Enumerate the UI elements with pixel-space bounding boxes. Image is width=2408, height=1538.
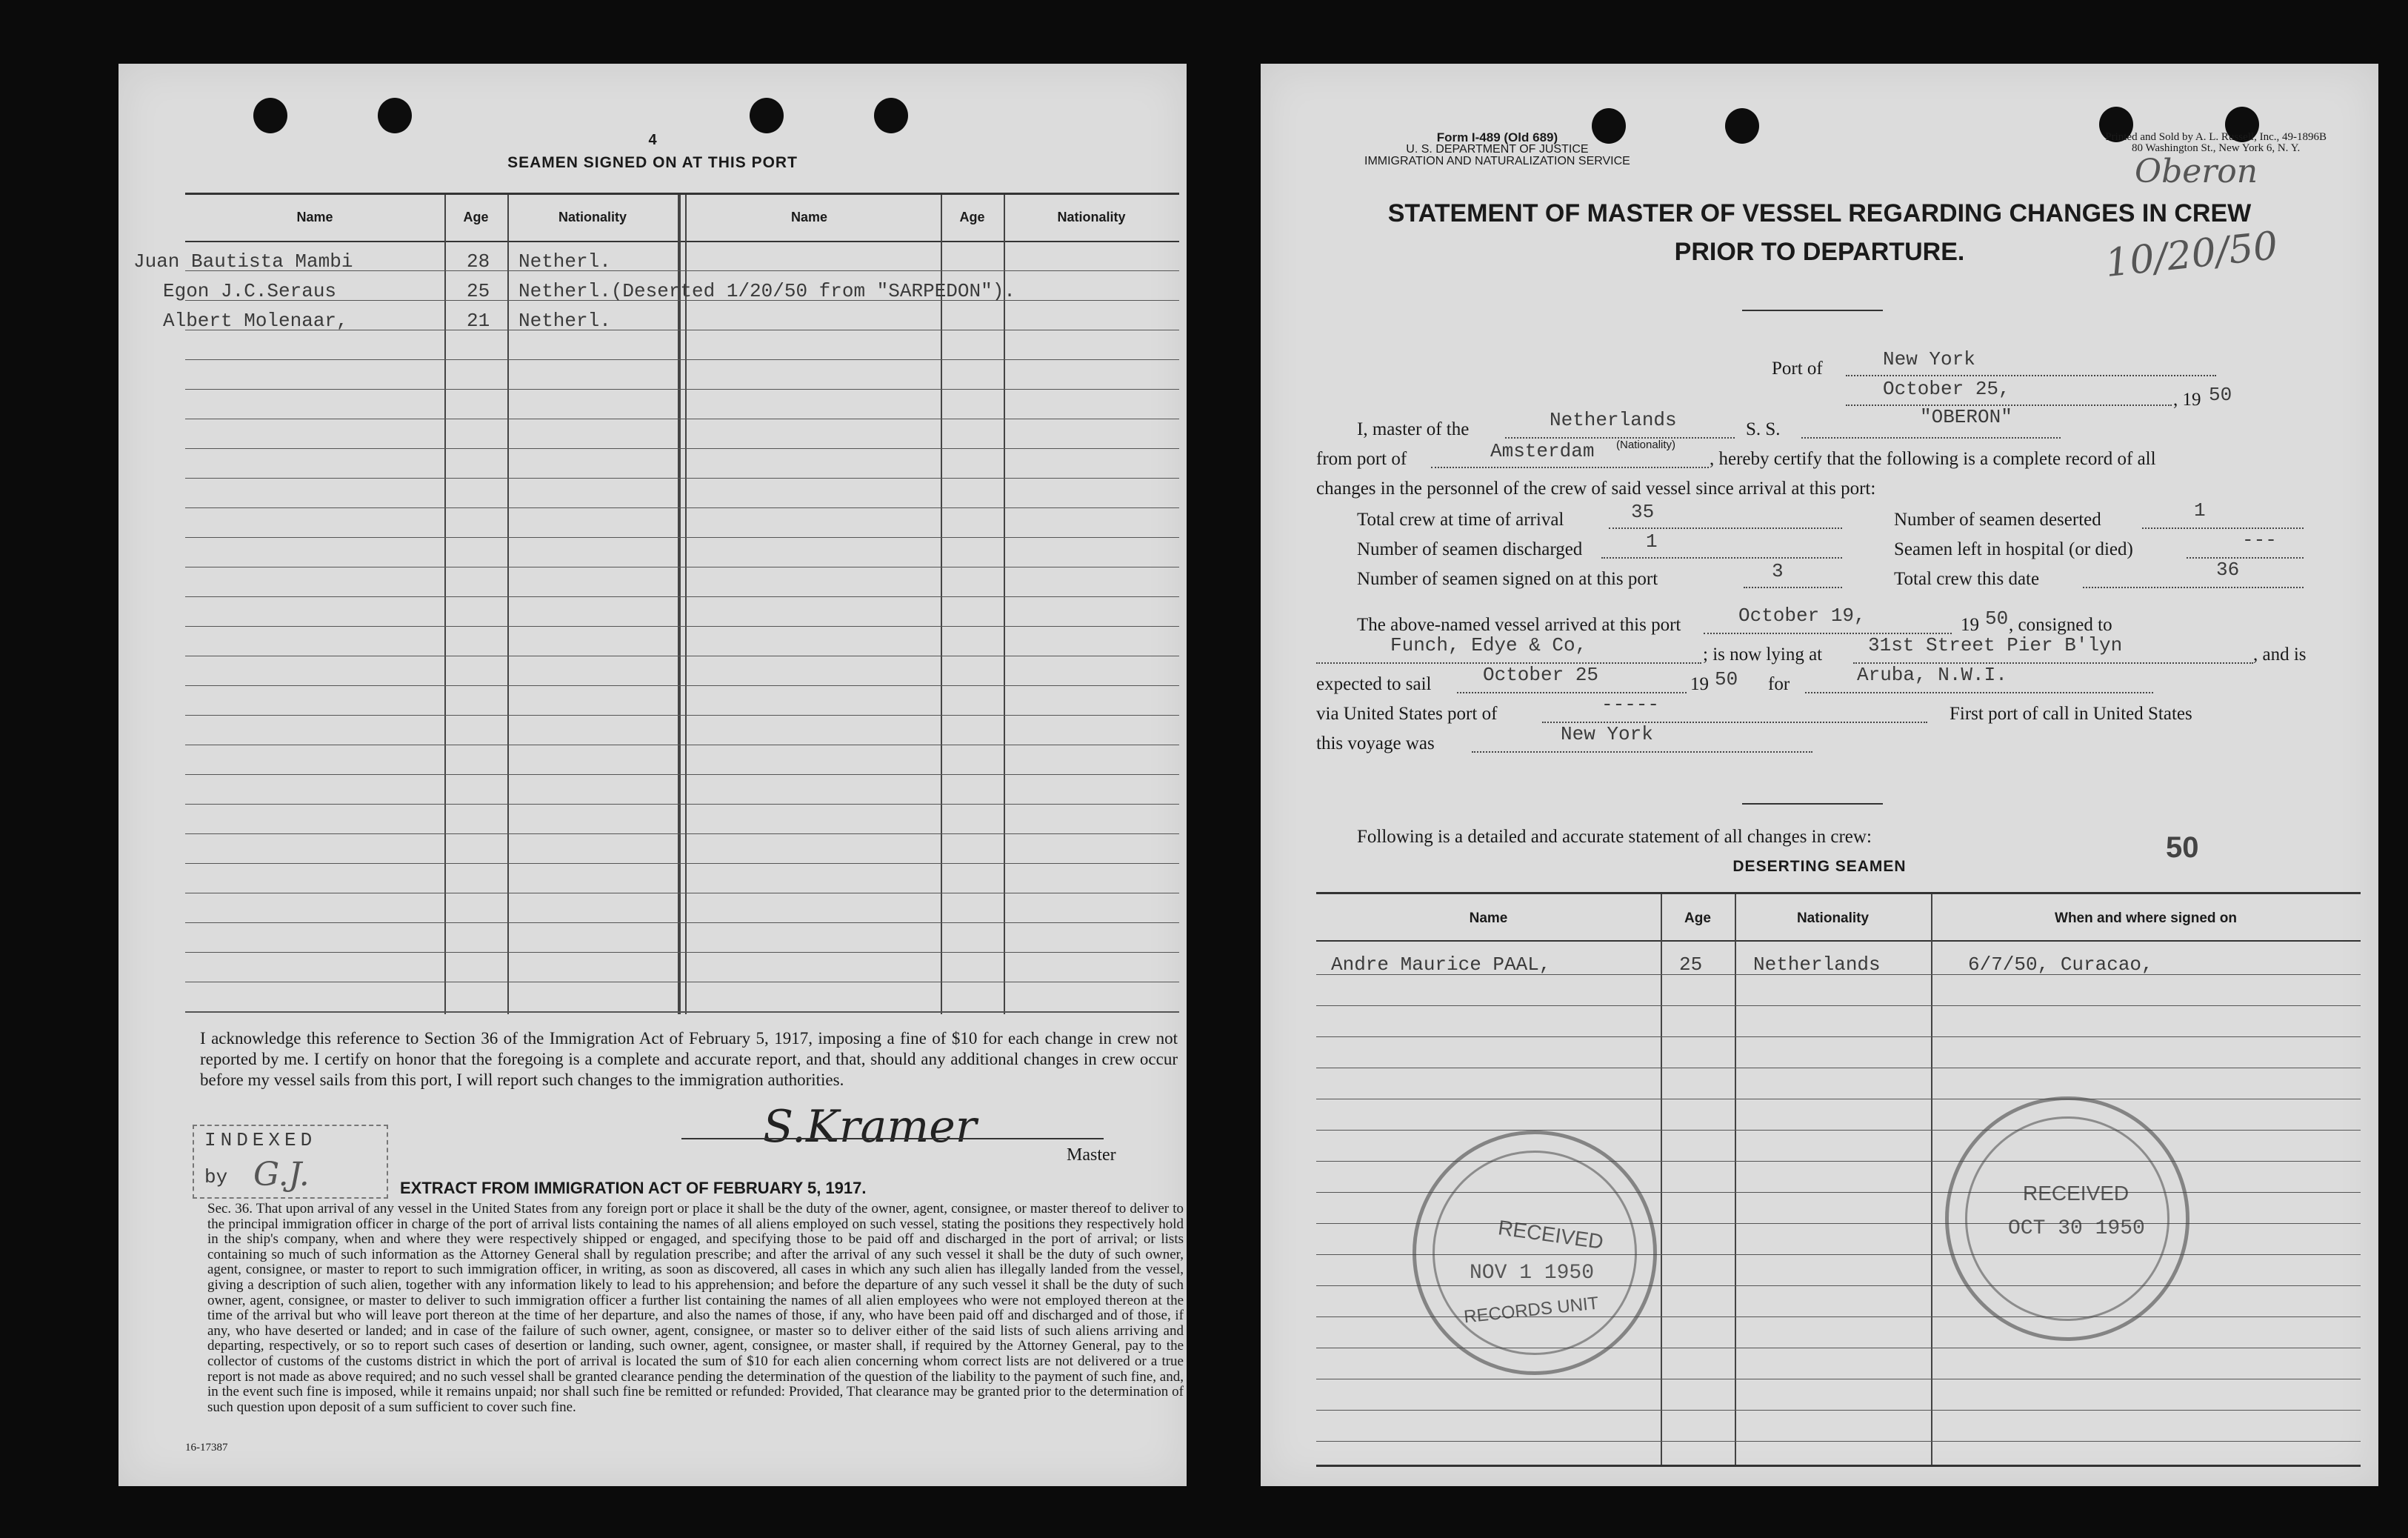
signed-on-table (133, 193, 1179, 1014)
punch-hole-icon (253, 98, 287, 133)
right-page (1261, 64, 2378, 1486)
title-line-1: STATEMENT OF MASTER OF VESSEL REGARDING CHANGES IN CREW (1387, 199, 2252, 227)
section-rule (1742, 803, 1883, 805)
row-line (185, 804, 1179, 805)
column-header: Age (463, 210, 489, 224)
consigned-label: , consigned to (2009, 615, 2112, 635)
signed-on-field (1744, 567, 1842, 588)
via-field (1542, 702, 1927, 723)
column-divider (507, 195, 509, 1014)
certification-text: I acknowledge this reference to Section 36 of the Immigration Act of February 5, 1917, imposing a fine of $10 for each change in crew not reported by me. I certify on honor that the foregoing is a complete and accurate report, and that, should any additional changes in crew occur before my vessel sails from this port, I will report such changes to the immigration authorities. (200, 1029, 1178, 1089)
expected-label: expected to sail (1316, 674, 1432, 694)
column-header: When and where signed on (2055, 911, 2237, 926)
stamp-date: OCT 30 1950 (2008, 1217, 2145, 1240)
printer-address: 80 Washington St., New York 6, N. Y. (2131, 142, 2301, 154)
indexed-label: INDEXED (204, 1129, 317, 1151)
by-initials: G.J. (253, 1156, 310, 1194)
consignee-value: Funch, Edye & Co, (1390, 634, 1587, 656)
column-header: Name (296, 210, 333, 224)
table-header (185, 195, 1179, 242)
stamp-unit: RECORDS UNIT (1463, 1293, 1600, 1328)
total-now-value: 36 (2216, 559, 2240, 581)
discharged-field (1601, 538, 1842, 559)
lying-value: 31st Street Pier B'lyn (1868, 634, 2123, 656)
arrived-label: The above-named vessel arrived at this port (1357, 615, 1681, 635)
deserting-heading: DESERTING SEAMEN (1732, 858, 1907, 875)
crew-age: 28 (467, 250, 490, 273)
stamp-ring (1433, 1151, 1637, 1355)
column-divider (678, 195, 681, 1014)
signed-on-heading: SEAMEN SIGNED ON AT THIS PORT (507, 154, 798, 171)
printer-imprint (2105, 132, 2327, 154)
certify-text: , hereby certify that the following is a complete record of all (1710, 449, 2156, 469)
arrived-year-prefix: 19 (1961, 615, 1979, 635)
punch-hole-icon (750, 98, 784, 133)
master-label: Master (1067, 1145, 1116, 1165)
count-stamp: 50 (2166, 831, 2199, 864)
discharged-value: 1 (1646, 530, 1658, 553)
column-divider (685, 195, 687, 1014)
row-line (185, 833, 1179, 834)
row-line (1316, 1441, 2361, 1442)
hospital-value: --- (2242, 529, 2277, 551)
row-line (1316, 1130, 2361, 1131)
voyage-value: New York (1561, 723, 1653, 745)
crew-name: Juan Bautista Mambi (133, 250, 353, 273)
column-divider (941, 195, 942, 1014)
printer-line: Printed and Sold by A. L. Russell, Inc., 49-1896B (2105, 131, 2327, 143)
service: IMMIGRATION AND NATURALIZATION SERVICE (1364, 155, 1630, 167)
expected-value: October 25 (1483, 664, 1599, 686)
column-divider (1004, 195, 1005, 1014)
year-prefix: , 19 (2173, 390, 2201, 410)
row-line (185, 448, 1179, 449)
column-header: Nationality (558, 210, 627, 224)
master-of-label: I, master of the (1357, 419, 1470, 439)
row-line (185, 715, 1179, 716)
signed-on-label: Number of seamen signed on at this port (1357, 569, 1658, 589)
total-now-field (2083, 567, 2304, 588)
column-header: Nationality (1796, 911, 1870, 926)
deserted-field (2142, 508, 2304, 529)
for-value: Aruba, N.W.I. (1857, 664, 2007, 686)
crew-age: 25 (467, 280, 490, 302)
first-port-label: First port of call in United States (1950, 704, 2192, 724)
crew-name: Egon J.C.Seraus (163, 280, 337, 302)
row-line (185, 596, 1179, 597)
row-line (185, 389, 1179, 390)
punch-hole-icon (378, 98, 412, 133)
hospital-label: Seamen left in hospital (or died) (1894, 539, 2133, 559)
deserter-age: 25 (1679, 953, 1703, 976)
crew-nationality: Netherl. (518, 310, 611, 332)
nationality-value: Netherlands (1550, 409, 1677, 431)
and-is-label: , and is (2253, 645, 2307, 665)
form-header (1364, 132, 1630, 167)
ss-label: S. S. (1746, 419, 1781, 439)
column-header: Name (790, 210, 828, 224)
deserter-nationality: Netherlands (1753, 953, 1881, 976)
via-label: via United States port of (1316, 704, 1498, 724)
voyage-label: this voyage was (1316, 733, 1435, 753)
extract-text: Sec. 36. That upon arrival of any vessel in the United States from any foreign port or place it shall be the duty of the owner, agent, consignee, or master thereof to deliver to the principal immigration officer in charge of the port of arrival lists containing the names of all aliens employed on such vessel, stating the positions they respectively hold in the ship's company, when and where they were respectively shipped or engaged, and specifying those to be paid off and discharged in the port of arrival; or lists containing so much of such information as the Attorney General shall by regulation prescribe; and after the arrival of any such vessel it shall be the duty of such owner, agent, consignee, or master to report to such immigration officer, in writing, as soon as discovered, all cases in which any such alien has illegally landed from the vessel, giving a description of such alien, together with any information likely to lead to his apprehension; and before the departure of any such vessel it shall be the duty of such owner, agent, consignee, or master to deliver to such immigration officer a further list containing the names of all alien employees who were not employed thereon at the time of the arrival but who will leave port thereon at the time of her departure, and also the names of those, if any, who have been paid off and discharged and of those, if any, who have deserted or landed; and in case of the failure of such owner, agent, consignee, or master so to deliver either of the said lists of such aliens arriving and departing, respectively, or so to report such cases of desertion or landing, such owner, agent, consignee, or master shall, if required by the Attorney General, pay to the collector of customs of the customs district in which the port of arrival is located the sum of $10 for each alien concerning whom correct lists are not delivered or a true report is not made as above required; and no such vessel shall be granted clearance pending the determination of the question of the liability to the payment of such fine, and, in the event such fine is imposed, while it remains unpaid; nor shall such fine be remitted or refunded: Provided, That clearance may be granted prior to the determination of such question upon deposit of a sum sufficient to cover such fine. (207, 1201, 1184, 1415)
signature-line (681, 1138, 1104, 1139)
form-code: 16-17387 (185, 1442, 228, 1454)
row-line (185, 359, 1179, 360)
arrived-year: 50 (1985, 607, 2009, 630)
deserted-label: Number of seamen deserted (1894, 510, 2101, 530)
punch-hole-icon (1725, 108, 1759, 144)
deserter-name: Andre Maurice PAAL, (1331, 953, 1551, 976)
punch-hole-icon (874, 98, 908, 133)
master-signature: S.Kramer (763, 1101, 977, 1153)
signed-on-value: 3 (1772, 560, 1784, 582)
title-rule (1742, 310, 1883, 311)
column-header: Name (1469, 911, 1508, 926)
port-label: Port of (1772, 359, 1823, 379)
crew-nationality: Netherl.(Deserted 1/20/50 from "SARPEDON"). (518, 280, 1015, 302)
year-value: 50 (2209, 384, 2232, 406)
following-text: Following is a detailed and accurate statement of all changes in crew: (1357, 827, 1872, 847)
nationality-caption: (Nationality) (1616, 439, 1676, 451)
table-header (1316, 894, 2361, 942)
via-value: ----- (1601, 693, 1660, 716)
discharged-label: Number of seamen discharged (1357, 539, 1583, 559)
column-header: Age (959, 210, 985, 224)
column-divider (444, 195, 446, 1014)
date-value: October 25, (1883, 378, 2010, 400)
row-line (185, 952, 1179, 953)
stamp-date: NOV 1 1950 (1470, 1262, 1595, 1285)
row-line (1316, 1005, 2361, 1006)
ship-value: "OBERON" (1920, 406, 2012, 428)
extract-title: EXTRACT FROM IMMIGRATION ACT OF FEBRUARY 5, 1917. (400, 1179, 867, 1197)
arrived-value: October 19, (1738, 605, 1866, 627)
indexed-stamp (193, 1125, 388, 1199)
crew-name: Albert Molenaar, (163, 310, 348, 332)
row-line (185, 626, 1179, 627)
department: U. S. DEPARTMENT OF JUSTICE (1406, 143, 1589, 156)
received-stamp (1413, 1131, 1657, 1375)
by-label: by (204, 1166, 228, 1188)
handwritten-ship-note: Oberon (2135, 153, 2258, 190)
expected-year-prefix: 19 (1690, 674, 1709, 694)
expected-year: 50 (1715, 668, 1738, 690)
total-arrival-label: Total crew at time of arrival (1357, 510, 1564, 530)
left-page (119, 64, 1187, 1486)
row-line (185, 478, 1179, 479)
changes-text: changes in the personnel of the crew of said vessel since arrival at this port: (1316, 479, 1876, 499)
from-port-label: from port of (1316, 449, 1407, 469)
deserted-value: 1 (2194, 499, 2206, 522)
column-header: Age (1684, 911, 1711, 926)
stamp-received: RECEIVED (1496, 1216, 1605, 1254)
row-line (185, 507, 1179, 508)
row-line (1316, 1410, 2361, 1411)
lying-label: ; is now lying at (1703, 645, 1823, 665)
for-label: for (1768, 674, 1790, 694)
received-stamp (1945, 1096, 2189, 1341)
deserter-signed-on: 6/7/50, Curacao, (1968, 953, 2153, 976)
form-title (1261, 194, 2378, 271)
crew-nationality: Netherl. (518, 250, 611, 273)
row-line (185, 537, 1179, 538)
form-id: Form I-489 (Old 689) (1436, 130, 1558, 144)
title-line-2: PRIOR TO DEPARTURE. (1674, 238, 1965, 266)
row-line (185, 774, 1179, 775)
handwritten-date: 10/20/50 (2103, 223, 2281, 287)
stamp-received: RECEIVED (2023, 1182, 2129, 1205)
row-line (1316, 1036, 2361, 1037)
crew-age: 21 (467, 310, 490, 332)
page-number: 4 (648, 132, 657, 148)
row-line (185, 1011, 1179, 1013)
port-value: New York (1883, 348, 1975, 370)
row-line (185, 863, 1179, 864)
column-header: Nationality (1057, 210, 1126, 224)
total-now-label: Total crew this date (1894, 569, 2040, 589)
row-line (185, 922, 1179, 923)
from-port-value: Amsterdam (1490, 440, 1595, 462)
row-line (185, 685, 1179, 686)
total-arrival-value: 35 (1631, 501, 1655, 523)
